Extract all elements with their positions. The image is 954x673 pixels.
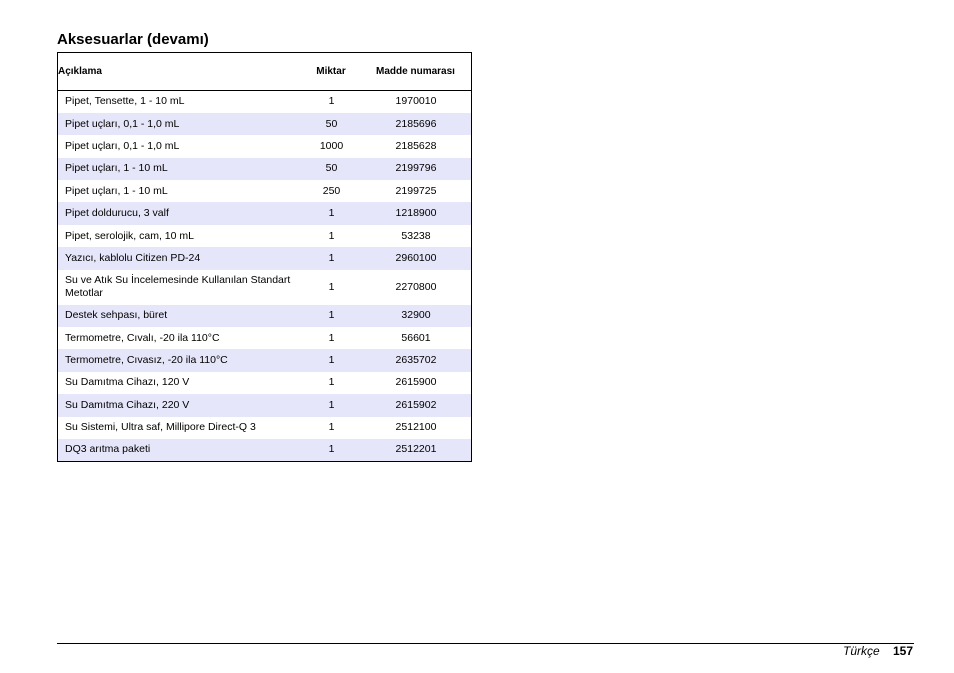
cell-description: Pipet uçları, 1 - 10 mL (65, 184, 168, 197)
cell-description: Su Sistemi, Ultra saf, Millipore Direct-Q 3 (65, 421, 256, 434)
table-row (58, 270, 472, 305)
cell-description: Pipet, serolojik, cam, 10 mL (65, 229, 194, 242)
cell-item-number: 56601 (401, 331, 431, 344)
table-row (58, 113, 472, 135)
table-row (58, 394, 472, 416)
table-row (58, 247, 472, 269)
cell-quantity: 1 (302, 247, 360, 269)
cell-quantity: 1 (302, 439, 360, 461)
table-row (58, 135, 472, 157)
page-number: 157 (893, 644, 914, 658)
cell-description: Pipet uçları, 0,1 - 1,0 mL (65, 139, 180, 152)
cell-description: Pipet, Tensette, 1 - 10 mL (65, 95, 185, 108)
cell-description: Pipet uçları, 1 - 10 mL (58, 158, 303, 180)
cell-quantity: 50 (302, 158, 360, 180)
cell-item-number: 1218900 (360, 202, 472, 224)
table-row (58, 225, 472, 247)
table-row (58, 372, 472, 394)
cell-quantity: 1 (328, 95, 335, 108)
table-row (58, 439, 472, 461)
table-row (58, 91, 472, 113)
cell-quantity: 1 (328, 421, 335, 434)
cell-item-number: 53238 (401, 229, 431, 242)
cell-quantity: 1 (302, 305, 360, 327)
cell-quantity: 1 (302, 394, 360, 416)
accessories-table (57, 52, 472, 462)
cell-quantity: 1 (328, 280, 335, 293)
table-row (58, 305, 472, 327)
table-row (58, 180, 472, 202)
table-row (58, 202, 472, 224)
table-row (58, 417, 472, 439)
cell-quantity: 1 (328, 376, 335, 389)
table-row (58, 327, 472, 349)
cell-item-number: 2270800 (395, 280, 437, 293)
cell-description: DQ3 arıtma paketi (58, 439, 303, 461)
cell-item-number: 2512201 (360, 439, 472, 461)
footer-divider (57, 643, 914, 644)
cell-description: Pipet doldurucu, 3 valf (58, 202, 303, 224)
cell-quantity: 1 (328, 331, 335, 344)
cell-description: Yazıcı, kablolu Citizen PD-24 (58, 247, 303, 269)
cell-description: Termometre, Cıvalı, -20 ila 110°C (65, 331, 220, 344)
table-row (58, 349, 472, 371)
cell-item-number: 32900 (360, 305, 472, 327)
page-heading: Aksesuarlar (devamı) (57, 31, 209, 48)
cell-quantity: 1 (302, 349, 360, 371)
cell-item-number: 2615902 (360, 394, 472, 416)
cell-item-number: 2512100 (395, 421, 437, 434)
cell-description: Su Damıtma Cihazı, 120 V (65, 376, 190, 389)
footer-language: Türkçe (843, 644, 880, 658)
cell-description: Su Damıtma Cihazı, 220 V (58, 394, 303, 416)
cell-item-number: 2185628 (395, 139, 437, 152)
header-description: Açıklama (58, 53, 303, 91)
cell-item-number: 2960100 (360, 247, 472, 269)
cell-quantity: 1000 (319, 139, 344, 152)
table-row (58, 158, 472, 180)
cell-description: Pipet uçları, 0,1 - 1,0 mL (58, 113, 303, 135)
cell-item-number: 2199796 (360, 158, 472, 180)
cell-quantity: 250 (322, 184, 341, 197)
cell-item-number: 2199725 (395, 184, 437, 197)
cell-description: Su ve Atık Su İncelemesinde Kullanılan Standart Metotlar (65, 274, 291, 300)
cell-quantity: 1 (328, 229, 335, 242)
table-header-row (58, 53, 472, 91)
cell-item-number: 1970010 (395, 95, 437, 108)
cell-item-number: 2185696 (360, 113, 472, 135)
cell-item-number: 2635702 (360, 349, 472, 371)
cell-quantity: 50 (302, 113, 360, 135)
header-item-number: Madde numarası (360, 53, 472, 91)
cell-quantity: 1 (302, 202, 360, 224)
cell-description: Destek sehpası, büret (58, 305, 303, 327)
cell-item-number: 2615900 (395, 376, 437, 389)
header-quantity: Miktar (302, 53, 360, 91)
cell-description: Termometre, Cıvasız, -20 ila 110°C (58, 349, 303, 371)
